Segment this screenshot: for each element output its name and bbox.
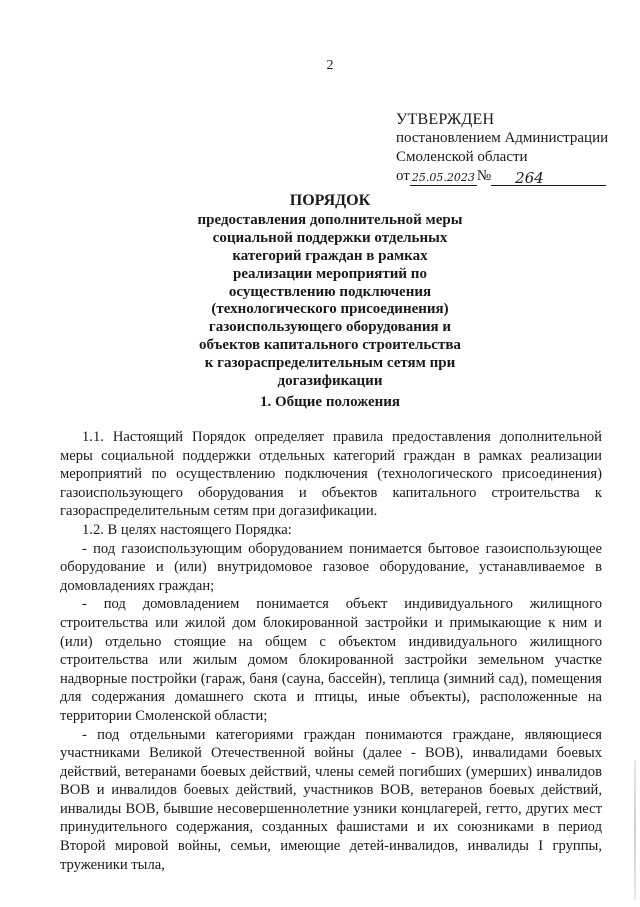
scan-edge-shadow (634, 760, 636, 900)
handwritten-date: 25.05.2023 (411, 171, 475, 184)
date-prefix: от (396, 168, 410, 184)
definition-household: - под домовладением понимается объект индивидуального жилищного строительства или жилой дом блокированной застройки и примыкающие к ним и (или) отдельно стоящие на общем с объектом индивидуального жилищного строительства или жилым домом блокированной застройки земельном участке надворные постройки (гараж, баня (сауна, бассейн), теплица (зимний сад), помещения для содержания домашнего скота и птицы, иные объекты), расположенные на территории Смоленской области; (60, 596, 602, 724)
handwritten-number: 264 (491, 171, 606, 186)
definition-equipment: - под газоиспользующим оборудованием понимается бытовое газоиспользующее оборудование и (или) внутридомовое газовое оборудование, устанавливаемое в домовладениях граждан; (60, 540, 602, 594)
paragraph-1-2: 1.2. В целях настоящего Порядка: (82, 521, 292, 538)
body-text (60, 428, 602, 874)
paragraph-1-1: 1.1. Настоящий Порядок определяет правила предоставления дополнительной меры социальной поддержки отдельных категорий граждан в рамках реализации мероприятий по осуществлению подключения (технологического присоединения) газоиспользующего оборудования и объектов капитального строительства к газораспределительным сетям при догазификации. (60, 429, 602, 520)
number-prefix: № (476, 168, 492, 184)
page-number: 2 (326, 58, 334, 73)
definition-categories: - под отдельными категориями граждан понимаются граждане, являющиеся участниками Великой Отечественной войны (далее - ВОВ), инвалидами боевых действий, ветеранами боевых действий, члены семей погибших (умерших) инвалидов ВОВ и инвалидов боевых действий, участников ВОВ, ветеранов боевых действий, инвалиды ВОВ, бывшие несовершеннолетние узники концлагерей, гетто, других мест принудительного содержания, созданных фашистами и их союзниками в период Второй мировой войны, семьи, имеющие детей-инвалидов, инвалиды I группы, труженики тыла, (60, 726, 602, 873)
document-subtitle: предоставления дополнительной меры социальной поддержки отдельных категорий граждан в рамках реализации мероприятий по осуществлению подключения (технологического присоединения) газоиспользующего оборудования и объектов капитального строительства к газораспределительным сетям при догазификации (197, 211, 463, 390)
document-title: ПОРЯДОК (289, 192, 371, 209)
document-title-block (0, 192, 640, 391)
approval-stamp (396, 110, 632, 186)
approval-heading: УТВЕРЖДЕН (396, 111, 495, 128)
approval-date-number (396, 167, 632, 186)
approval-line-1: постановлением Администрации (396, 130, 609, 146)
approval-line-2: Смоленской области (396, 149, 528, 165)
section-heading: 1. Общие положения (259, 394, 401, 410)
